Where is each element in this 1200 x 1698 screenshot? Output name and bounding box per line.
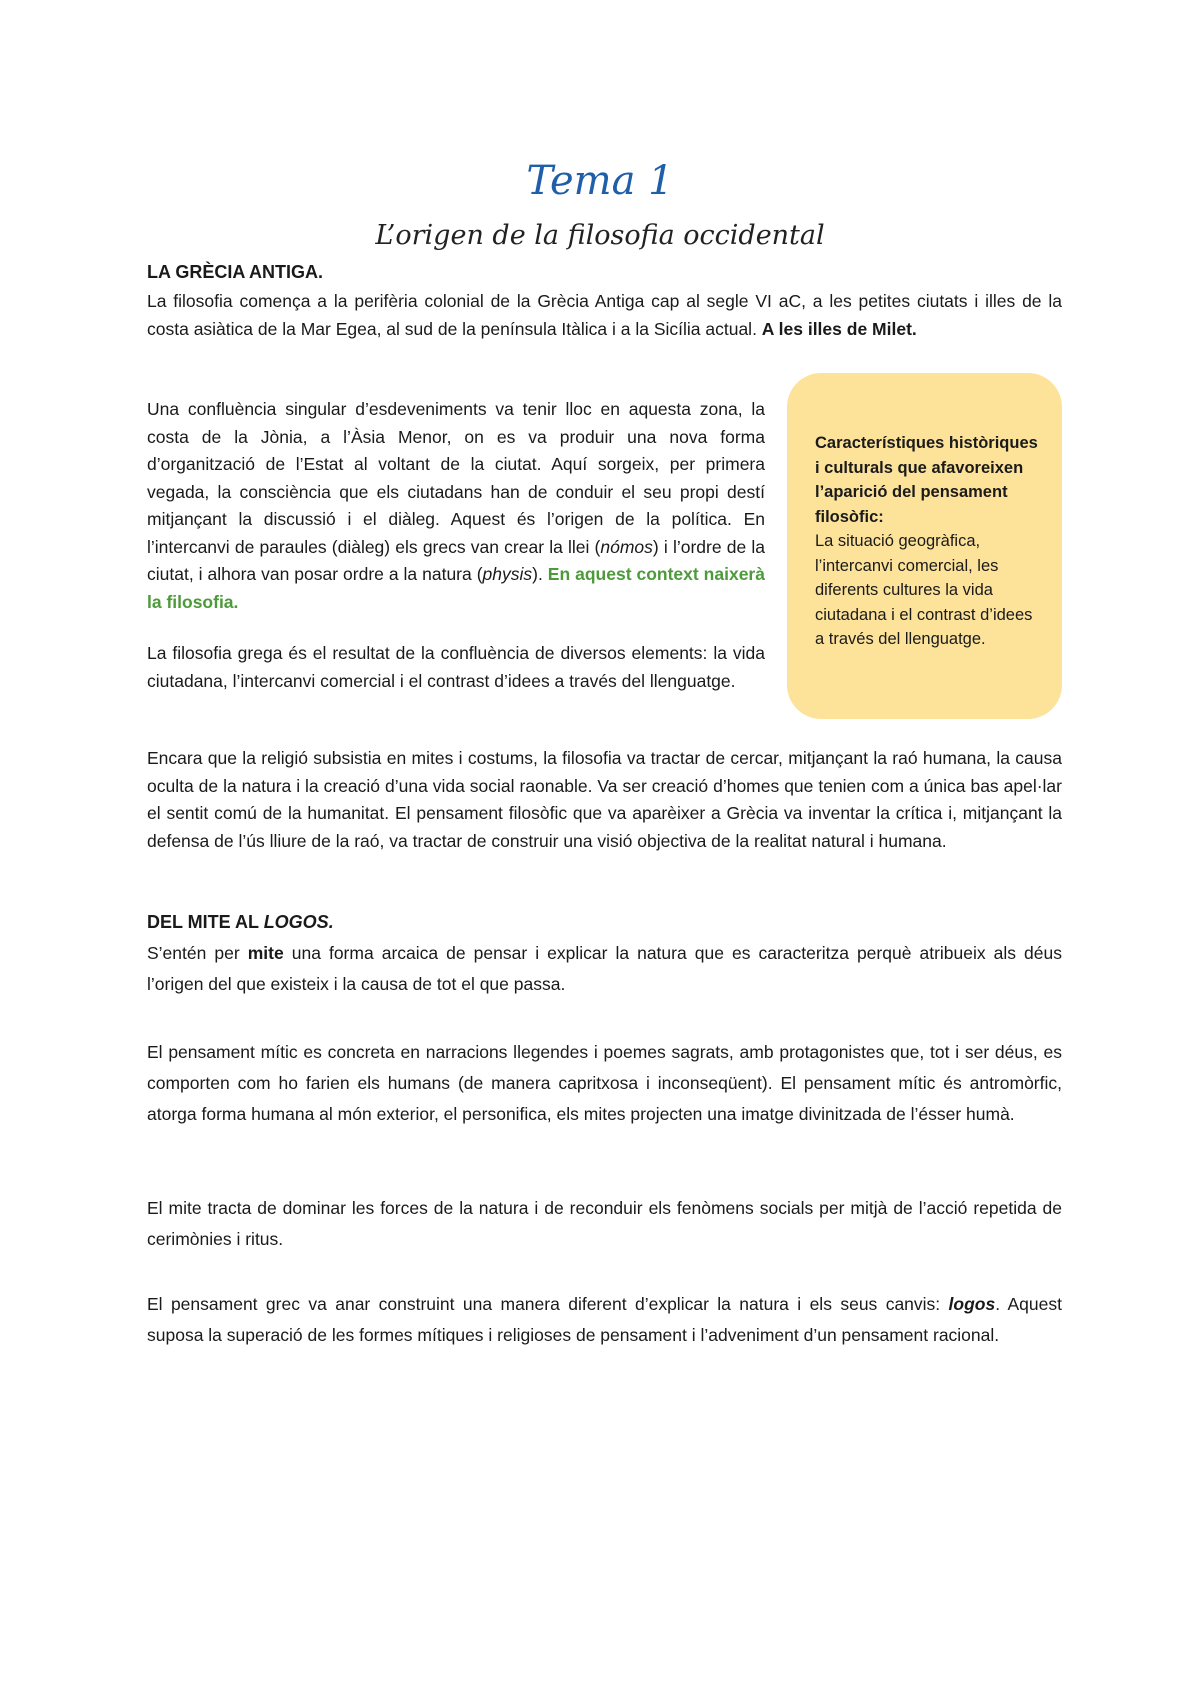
callout-box: [787, 373, 1062, 719]
paragraph-confluencia-text-a: Una confluència singular d’esdeveniments va tenir lloc en aquesta zona, la costa de la Jònia, a l’Àsia Menor, on es va produir una nova forma d’organització de l’Estat al voltant de la ciutat. Aquí sorgeix, per primera vegada, la consciència que els ciutadans han de conduir el seu propi destí mitjançant la discussió i el diàleg. Aquest és l’origen de la política. En l’intercanvi de paraules (diàleg) els grecs van crear la llei (: [147, 399, 765, 557]
section-heading-mite: [147, 912, 334, 933]
term-mite: mite: [247, 943, 284, 963]
paragraph-pensament-grec-text-a: El pensament grec va anar construint una manera diferent d’explicar la natura i els seus canvis:: [147, 1294, 949, 1314]
paragraph-mite-text-a: S’entén per: [147, 943, 248, 963]
callout-content: [815, 431, 1045, 652]
paragraph-mite-definicio: [147, 938, 1062, 1000]
section-heading-logos: LOGOS.: [263, 912, 334, 932]
paragraph-intro: [147, 288, 1062, 343]
paragraph-intro-bold: A les illes de Milet.: [761, 318, 917, 339]
paragraph-confluencia: [147, 396, 765, 616]
page-subtitle: L’origen de la filosofia occidental: [375, 220, 825, 251]
callout-title: Característiques històriques i culturals que afavoreixen l’aparició del pensament filosòfic:: [815, 434, 1038, 526]
term-logos: logos: [948, 1294, 996, 1314]
page-title: Tema 1: [526, 158, 674, 204]
paragraph-filosofia-grega: La filosofia grega és el resultat de la confluència de diversos elements: la vida ciutadana, l’intercanvi comercial i el contrast d’idees a través del llenguatge.: [147, 643, 765, 691]
section-heading-mite-text: DEL MITE AL: [147, 912, 264, 932]
paragraph-religio: Encara que la religió subsistia en mites i costums, la filosofia va tractar de cercar, mitjançant la raó humana, la causa oculta de la natura i la creació d’una vida social raonable. Va ser creació d’homes que tenien com a única bas apel·lar el sentit comú de la humanitat. El pensament filosòfic que va aparèixer a Grècia va inventar la crítica i, mitjançant la defensa de l’ús lliure de la raó, va tractar de construir una visió objectiva de la realitat natural i humana.: [147, 748, 1062, 851]
callout-body: La situació geogràfica, l’intercanvi comercial, les diferents cultures la vida ciutadana i el contrast d’idees a través del llenguatge.: [815, 532, 1033, 648]
term-physis: physis: [482, 564, 533, 584]
highlight-filosofia: En aquest context naixerà la filosofia.: [147, 564, 765, 612]
paragraph-confluencia-text-c: ).: [532, 564, 548, 584]
paragraph-pensament-grec-text-b: . Aquest suposa la superació de les formes mítiques i religioses de pensament i l’adveniment d’un pensament racional.: [147, 1294, 1062, 1345]
paragraph-mite-forces: El mite tracta de dominar les forces de la natura i de reconduir els fenòmens socials per mitjà de l’acció repetida de cerimònies i ritus.: [147, 1198, 1062, 1249]
term-nomos: nómos: [600, 536, 653, 557]
section-heading-grecia: LA GRÈCIA ANTIGA.: [147, 262, 323, 282]
paragraph-pensament-grec: [147, 1289, 1062, 1351]
paragraph-intro-text: La filosofia comença a la perifèria colonial de la Grècia Antiga cap al segle VI aC, a les petites ciutats i illes de la costa asiàtica de la Mar Egea, al sud de la península Itàlica i a la Sicília actual.: [147, 291, 1062, 339]
paragraph-mite-text-b: una forma arcaica de pensar i explicar la natura que es caracteritza perquè atribueix als déus l’origen del que existeix i la causa de tot el que passa.: [147, 943, 1062, 994]
paragraph-confluencia-text-b: ) i l’ordre de la ciutat, i alhora van posar ordre a la natura (: [147, 536, 765, 584]
paragraph-pensament-mitic: El pensament mític es concreta en narracions llegendes i poemes sagrats, amb protagonistes que, tot i ser déus, es comporten com ho farien els humans (de manera capritxosa i inconseqüent). El pensament mític és antromòrfic, atorga forma humana al món exterior, el personifica, els mites projecten una imatge divinitzada de l’ésser humà.: [147, 1042, 1062, 1124]
